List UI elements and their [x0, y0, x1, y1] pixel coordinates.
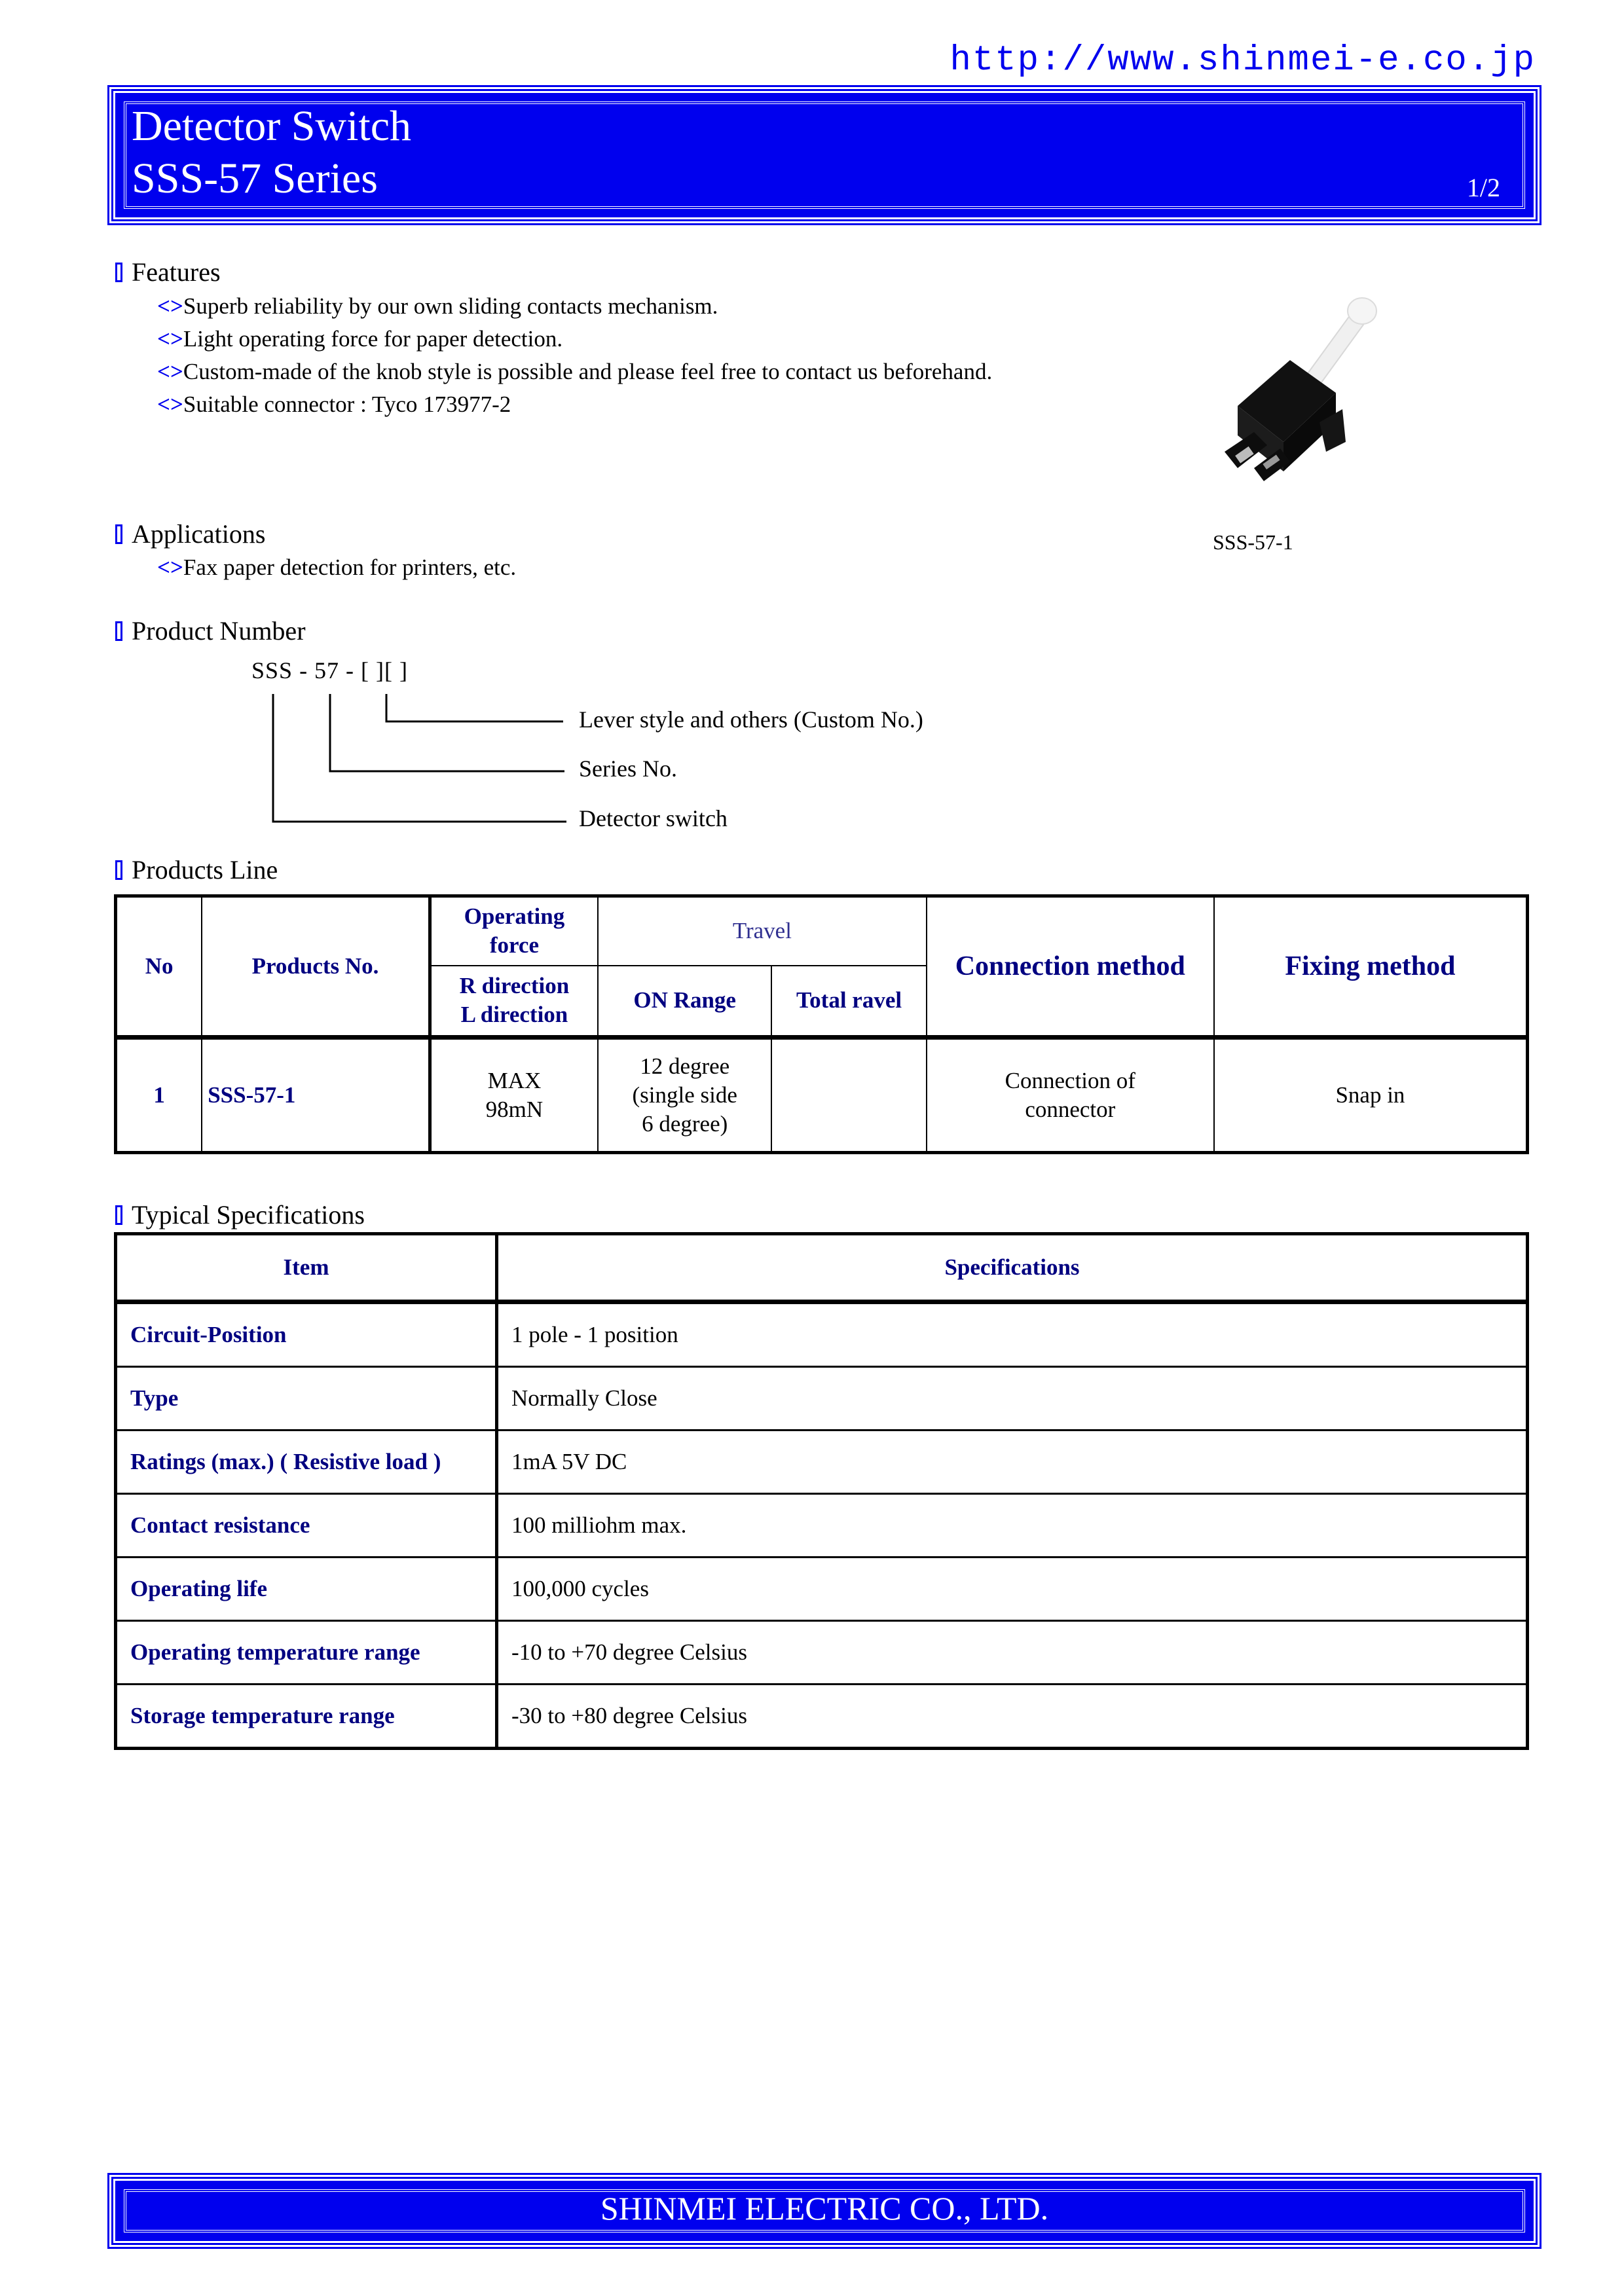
table-row [116, 1621, 1528, 1685]
features-list [157, 290, 992, 421]
list-item: <>Custom-made of the knob style is possible and please feel free to contact us beforehand. [157, 359, 993, 384]
diamond-bullet-icon: <> [157, 392, 183, 417]
label-detector-switch: Detector switch [579, 805, 728, 831]
product-number-code: SSS - 57 - [ ][ ] [251, 657, 408, 683]
col-on-range: ON Range [598, 966, 771, 1038]
custom-leader-line [386, 694, 563, 721]
col-total-travel: Total ravel [771, 966, 926, 1038]
series-leader-line [330, 694, 564, 771]
doc-title: Detector Switch [132, 102, 412, 150]
section-heading: Applications [132, 519, 266, 549]
spec-item: Storage temperature range [116, 1685, 497, 1749]
spec-item: Operating life [116, 1558, 497, 1621]
list-item: <>Suitable connector : Tyco 173977-2 [157, 392, 511, 417]
section-marker-icon [115, 524, 122, 544]
header-banner [107, 85, 1541, 225]
company-name: SHINMEI ELECTRIC CO., LTD. [600, 2190, 1049, 2227]
table-row [116, 1367, 1528, 1430]
section-typical-specifications [115, 1199, 365, 1230]
list-item: <>Light operating force for paper detection. [157, 326, 563, 352]
col-operating-force: Operating force [430, 896, 598, 966]
spec-value: 100 milliohm max. [497, 1494, 1528, 1558]
spec-item: Operating temperature range [116, 1621, 497, 1685]
table-header-row [116, 896, 1528, 966]
diamond-bullet-icon: <> [157, 555, 183, 580]
photo-caption: SSS-57-1 [1213, 530, 1293, 554]
table-row [116, 1558, 1528, 1621]
page-number: 1/2 [1466, 173, 1500, 202]
section-marker-icon [115, 621, 122, 641]
cell-fixing-method: Snap in [1214, 1038, 1528, 1153]
cell-no: 1 [116, 1038, 202, 1153]
cell-total-travel [771, 1038, 926, 1153]
list-item: <>Superb reliability by our own sliding contacts mechanism. [157, 293, 718, 319]
col-direction: R direction L direction [430, 966, 598, 1038]
label-series-no: Series No. [579, 756, 677, 782]
col-connection-method: Connection method [927, 896, 1214, 1038]
table-row [116, 1430, 1528, 1494]
spec-item: Type [116, 1367, 497, 1430]
switch-photo [1205, 282, 1388, 498]
spec-item: Ratings (max.) ( Resistive load ) [116, 1430, 497, 1494]
table-row [116, 1038, 1528, 1153]
col-fixing-method: Fixing method [1214, 896, 1528, 1038]
section-heading: Typical Specifications [132, 1200, 365, 1230]
product-number-diagram [262, 694, 576, 831]
spec-item: Contact resistance [116, 1494, 497, 1558]
cell-products-no: SSS-57-1 [202, 1038, 430, 1153]
cell-connection-method: Connection of connector [927, 1038, 1214, 1153]
diamond-bullet-icon: <> [157, 293, 183, 319]
spec-value: Normally Close [497, 1367, 1528, 1430]
section-products-line [115, 854, 278, 885]
section-marker-icon [115, 860, 122, 880]
section-heading: Products Line [132, 855, 278, 884]
table-header-row [116, 1234, 1528, 1302]
cell-operating-force: MAX 98mN [430, 1038, 598, 1153]
col-no: No [116, 896, 202, 1038]
label-custom-no: Lever style and others (Custom No.) [579, 706, 923, 733]
website-url[interactable]: http://www.shinmei-e.co.jp [950, 41, 1536, 81]
products-line-table [114, 894, 1529, 1154]
col-item: Item [116, 1234, 497, 1302]
section-marker-icon [115, 1205, 122, 1225]
spec-value: -30 to +80 degree Celsius [497, 1685, 1528, 1749]
spec-value: -10 to +70 degree Celsius [497, 1621, 1528, 1685]
series-title: SSS-57 Series [132, 155, 378, 202]
col-travel: Travel [598, 896, 927, 966]
table-row [116, 1685, 1528, 1749]
table-row [116, 1302, 1528, 1367]
specifications-table [114, 1232, 1529, 1750]
spec-value: 100,000 cycles [497, 1558, 1528, 1621]
spec-item: Circuit-Position [116, 1302, 497, 1367]
section-applications [115, 519, 265, 549]
section-heading: Product Number [132, 616, 306, 646]
footer-banner [107, 2173, 1541, 2249]
section-features [115, 257, 221, 287]
spec-value: 1 pole - 1 position [497, 1302, 1528, 1367]
section-marker-icon [115, 263, 122, 282]
cell-on-range: 12 degree (single side 6 degree) [598, 1038, 771, 1153]
applications-list [157, 551, 516, 584]
col-products-no: Products No. [202, 896, 430, 1038]
spec-value: 1mA 5V DC [497, 1430, 1528, 1494]
section-heading: Features [132, 257, 221, 287]
col-specifications: Specifications [497, 1234, 1528, 1302]
diamond-bullet-icon: <> [157, 326, 183, 352]
table-row [116, 1494, 1528, 1558]
type-leader-line [273, 694, 566, 822]
list-item: <>Fax paper detection for printers, etc. [157, 555, 517, 580]
section-product-number [115, 615, 306, 646]
diamond-bullet-icon: <> [157, 359, 183, 384]
